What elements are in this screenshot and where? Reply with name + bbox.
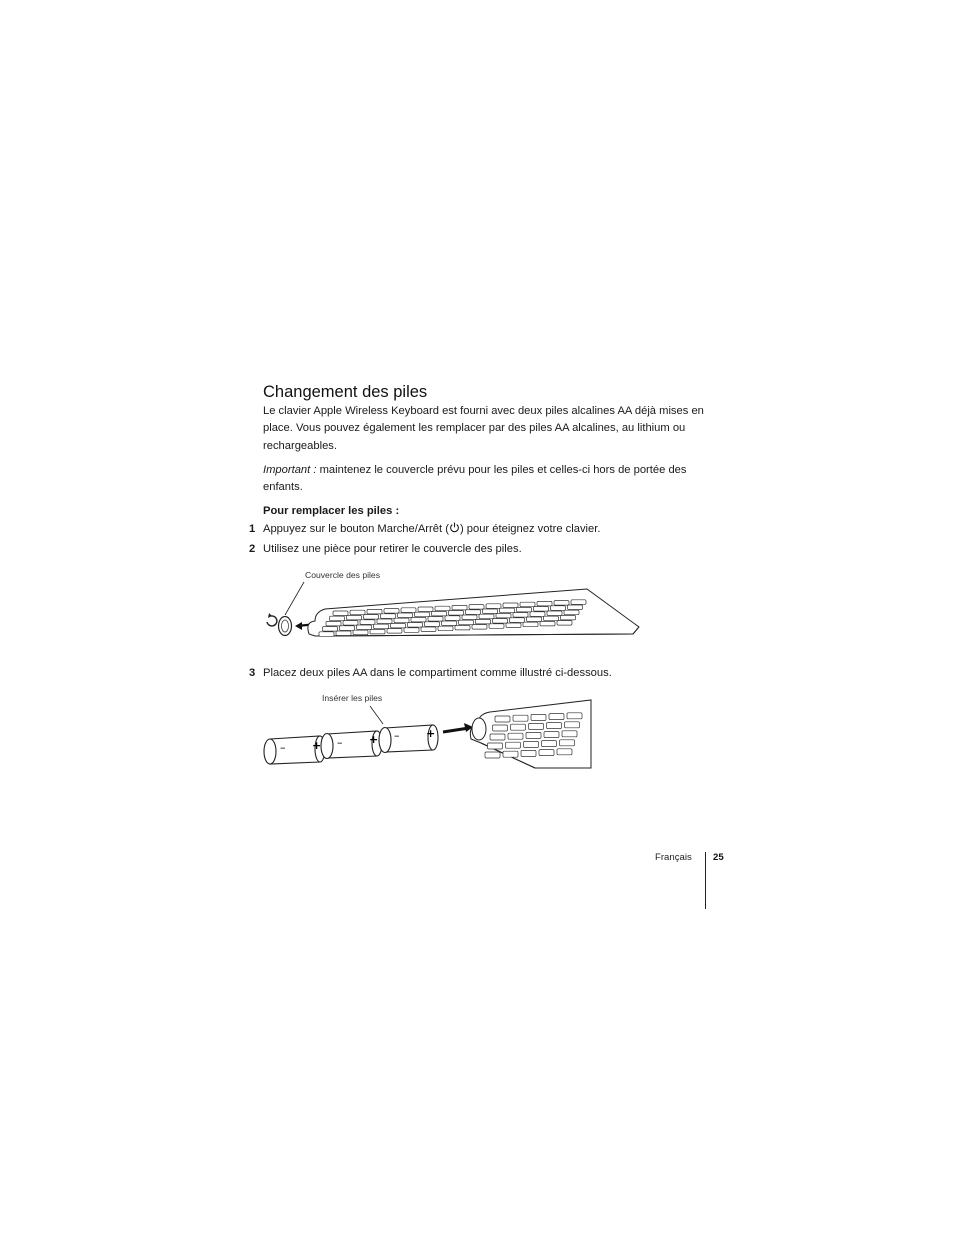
key xyxy=(488,743,503,749)
step-3 xyxy=(249,665,719,682)
step-text: Placez deux piles AA dans le compartiment comme illustré ci-dessous. xyxy=(263,667,612,679)
key xyxy=(521,750,536,756)
step-text-before: Appuyez sur le bouton Marche/Arrêt ( xyxy=(263,523,449,535)
power-icon xyxy=(449,522,460,539)
key xyxy=(415,612,430,617)
key xyxy=(469,605,484,610)
key xyxy=(508,733,523,739)
key xyxy=(336,631,351,636)
key xyxy=(486,604,501,609)
step-1 xyxy=(249,521,719,539)
cover-callout-label: Couvercle des piles xyxy=(305,570,380,580)
key xyxy=(381,614,396,619)
key xyxy=(496,613,511,618)
key xyxy=(513,613,528,618)
battery-minus-label: – xyxy=(394,729,400,742)
step-text-after: ) pour éteignez votre clavier. xyxy=(459,523,601,535)
key xyxy=(490,734,505,740)
key xyxy=(544,732,559,738)
key xyxy=(411,617,426,622)
intro-paragraph: Le clavier Apple Wireless Keyboard est fourni avec deux piles alcalines AA déjà mises en place. Vous pouvez également les remplacer par des piles AA alcalines, au lithium ou rechargeables. xyxy=(263,405,704,452)
key xyxy=(449,611,464,616)
key xyxy=(503,603,518,608)
key xyxy=(526,732,541,738)
key xyxy=(432,611,447,616)
key xyxy=(503,751,518,757)
key xyxy=(479,614,494,619)
key xyxy=(394,618,409,623)
key xyxy=(560,740,575,746)
key xyxy=(565,722,580,728)
key xyxy=(551,606,566,611)
key xyxy=(452,605,467,610)
key xyxy=(530,612,545,617)
key xyxy=(540,621,555,626)
important-label: Important : xyxy=(263,464,317,476)
battery-minus-label: – xyxy=(280,741,286,754)
procedure-heading: Pour remplacer les piles : xyxy=(263,505,400,517)
battery-minus-label: – xyxy=(337,736,343,749)
key xyxy=(421,627,436,632)
key xyxy=(466,610,481,615)
key xyxy=(398,613,413,618)
important-note xyxy=(263,462,708,497)
step-text: Utilisez une pièce pour retirer le couvercle des piles. xyxy=(263,543,522,555)
key xyxy=(500,608,515,613)
step-number: 3 xyxy=(249,667,256,679)
key xyxy=(523,622,538,627)
key xyxy=(513,715,528,721)
key xyxy=(401,608,416,613)
key xyxy=(557,621,572,626)
key xyxy=(360,620,375,625)
key xyxy=(534,607,549,612)
key xyxy=(455,625,470,630)
key xyxy=(462,615,477,620)
key xyxy=(544,616,559,621)
key xyxy=(418,607,433,612)
key xyxy=(517,607,532,612)
keyboard-cover-illustration xyxy=(255,572,645,642)
key xyxy=(425,622,440,627)
key xyxy=(537,601,552,606)
page-number: 25 xyxy=(713,852,724,863)
key xyxy=(442,621,457,626)
key xyxy=(319,632,334,637)
step-number: 2 xyxy=(249,543,256,555)
battery-plus-label: + xyxy=(426,727,436,740)
key xyxy=(489,624,504,629)
key xyxy=(445,616,460,621)
key xyxy=(377,619,392,624)
key xyxy=(387,629,402,634)
key xyxy=(476,619,491,624)
battery-cover-icon xyxy=(279,617,292,636)
key xyxy=(495,716,510,722)
battery-plus-label: + xyxy=(369,733,379,746)
key xyxy=(567,713,582,719)
key xyxy=(511,724,526,730)
key xyxy=(493,619,508,624)
key xyxy=(485,752,500,758)
key xyxy=(330,616,345,621)
key xyxy=(370,629,385,634)
key xyxy=(520,602,535,607)
key xyxy=(408,623,423,628)
key xyxy=(333,611,348,616)
key xyxy=(472,625,487,630)
key xyxy=(524,741,539,747)
key xyxy=(571,600,586,605)
key xyxy=(531,714,546,720)
footer-divider xyxy=(705,852,706,909)
key xyxy=(549,714,564,720)
arrow-icon xyxy=(295,622,302,630)
key xyxy=(438,626,453,631)
key xyxy=(568,605,583,610)
key xyxy=(561,615,576,620)
battery-plus-label: + xyxy=(312,739,322,752)
key xyxy=(404,628,419,633)
key xyxy=(374,624,389,629)
key xyxy=(506,742,521,748)
key xyxy=(510,618,525,623)
key xyxy=(323,627,338,632)
battery-insertion-illustration xyxy=(255,696,595,771)
batteries-callout-label: Insérer les piles xyxy=(322,693,383,703)
key xyxy=(357,625,372,630)
key xyxy=(347,615,362,620)
page-title: Changement des piles xyxy=(263,383,428,401)
key xyxy=(539,750,554,756)
key xyxy=(384,609,399,614)
key xyxy=(340,626,355,631)
key xyxy=(506,623,521,628)
key xyxy=(367,609,382,614)
step-2 xyxy=(249,541,719,558)
key xyxy=(459,620,474,625)
key xyxy=(353,630,368,635)
footer-language: Français xyxy=(655,852,692,863)
key xyxy=(527,617,542,622)
key xyxy=(326,621,341,626)
key xyxy=(542,741,557,747)
key xyxy=(557,749,572,755)
key xyxy=(343,621,358,626)
step-number: 1 xyxy=(249,523,256,535)
key xyxy=(554,601,569,606)
key xyxy=(391,623,406,628)
important-text: maintenez le couvercle prévu pour les piles et celles-ci hors de portée des enfants. xyxy=(263,464,687,494)
key xyxy=(435,606,450,611)
key xyxy=(529,723,544,729)
key xyxy=(562,731,577,737)
key xyxy=(564,610,579,615)
key xyxy=(364,615,379,620)
key xyxy=(428,617,443,622)
key xyxy=(493,725,508,731)
key xyxy=(483,609,498,614)
key xyxy=(547,723,562,729)
key xyxy=(350,610,365,615)
key xyxy=(547,611,562,616)
